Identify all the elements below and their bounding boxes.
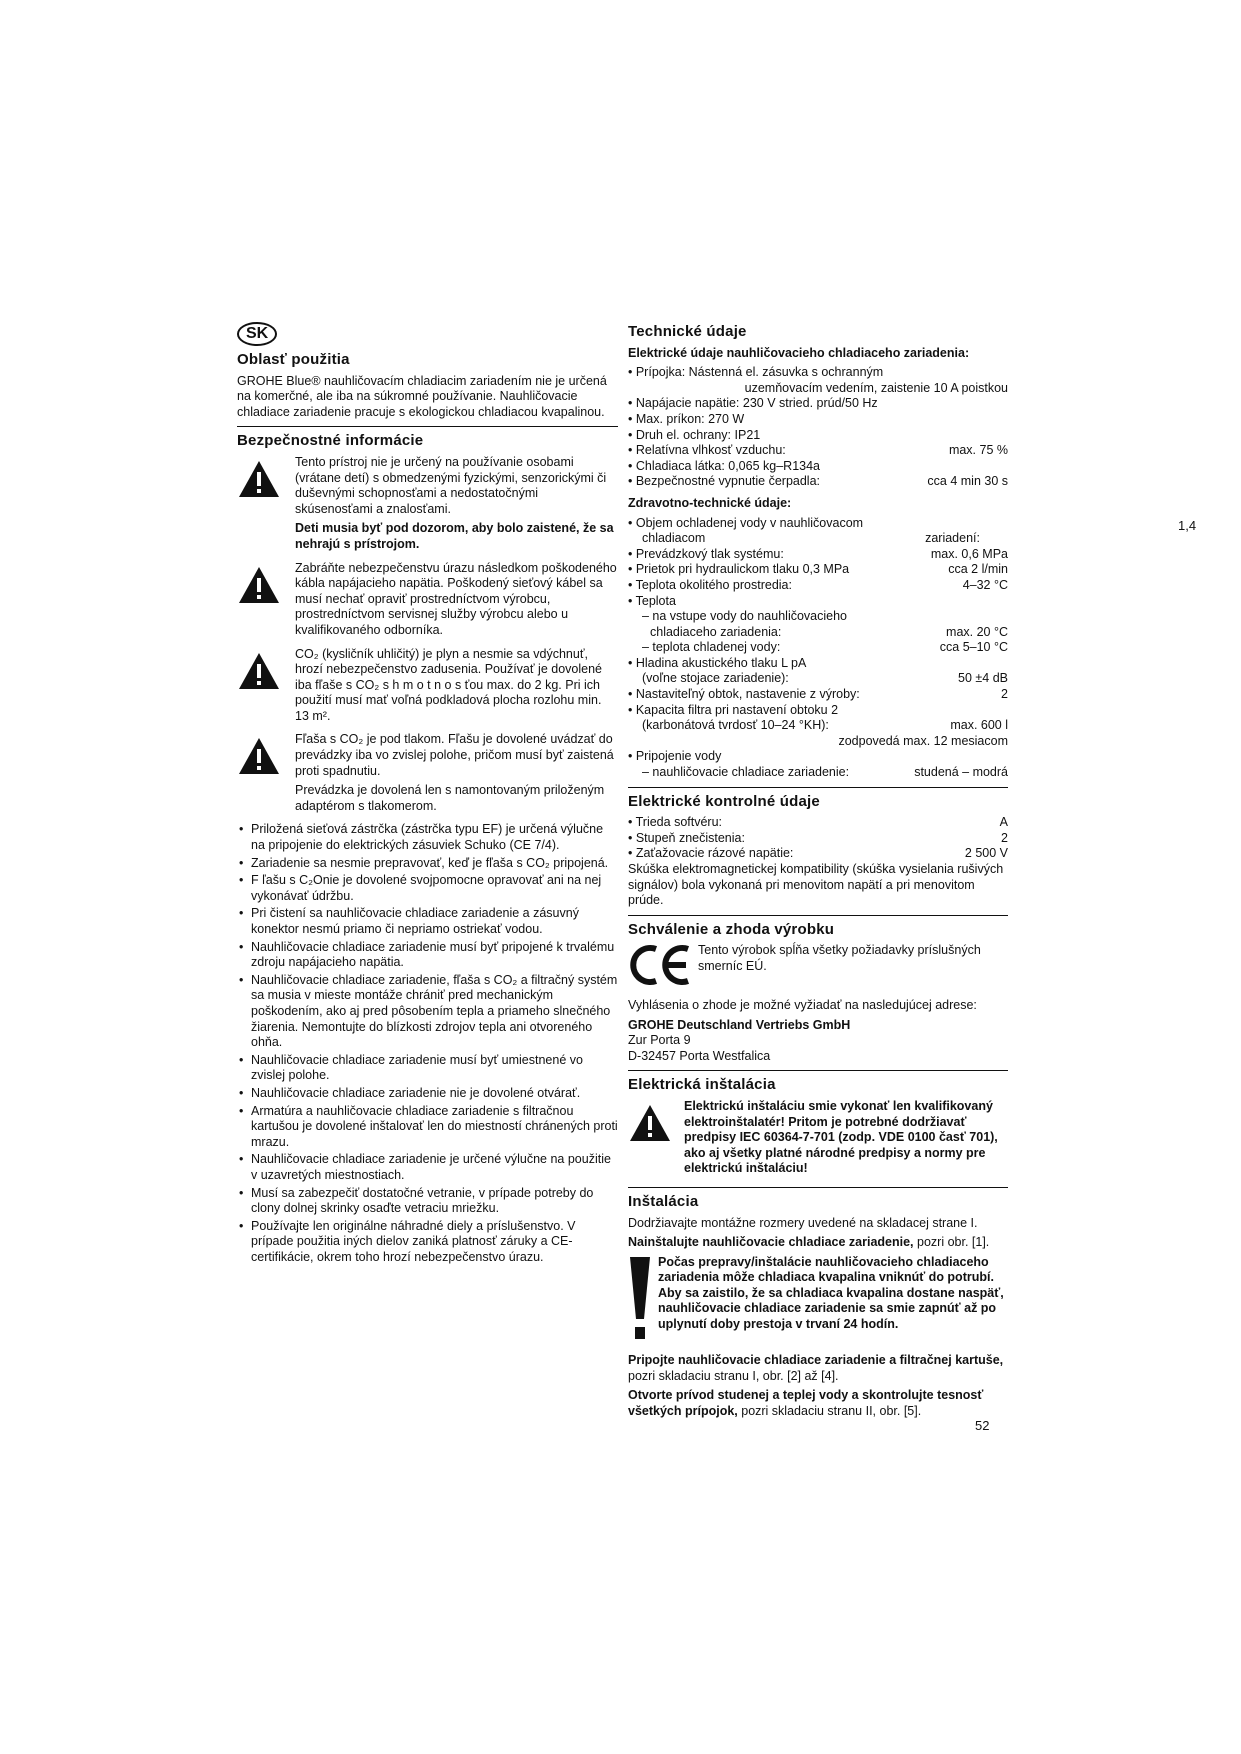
spec-value: zodpovedá max. 12 mesiacom: [838, 733, 1008, 748]
spec-row: [628, 625, 1008, 641]
spec-label: • Pripojenie vody: [628, 749, 722, 764]
list-item: • Musí sa zabezpečiť dostatočné vetranie, v prípade potreby do clony dolnej skrinky osaďte vetraciu mriežku.: [237, 1186, 618, 1217]
language-badge: SK: [237, 322, 277, 346]
inst-p3-rest: pozri skladaciu stranu I, obr. [2] až [4].: [628, 1368, 839, 1383]
warning-4-text: Fľaša s CO₂ je pod tlakom. Fľašu je dovolené uvádzať do prevádzky iba vo zvislej polohe, pričom musí byť zaistená proti spadnutiu.: [295, 732, 614, 778]
spec-row: [628, 365, 1008, 381]
spec-label: (voľne stojace zariadenie):: [642, 671, 789, 686]
divider: [237, 426, 618, 427]
spec-value: 4–32 °C: [962, 577, 1008, 592]
spec-label: chladiaceho zariadenia:: [650, 624, 782, 639]
right-column: [628, 318, 1008, 1424]
spec-row: [628, 594, 1008, 610]
spec-label: • Chladiaca látka: 0,065 kg–R134a: [628, 458, 821, 473]
warning-triangle-icon: [237, 455, 295, 504]
spec-label: – nauhličovacie chladiace zariadenie:: [642, 765, 850, 780]
oblast-title: Oblasť použitia: [237, 351, 350, 368]
list-item: • Používajte len originálne náhradné diely a príslušenstvo. V prípade použitia iných dielov zaniká platnosť záruky a CE-certifikácie, okrem toho hrozí nebezpečenstvo úrazu.: [237, 1219, 618, 1266]
list-item: • Priložená sieťová zástrčka (zástrčka typu EF) je určená výlučne na pripojenie do elektrických zásuviek Schuko (CE 7/4).: [237, 822, 618, 853]
inst-title: Inštalácia: [628, 1192, 699, 1210]
spec-label: chladiacom: [642, 531, 706, 546]
warning-block-2: [237, 561, 618, 643]
spec-row: [628, 516, 1008, 532]
ce-block: [628, 943, 1008, 992]
approval-title: Schválenie a zhoda výrobku: [628, 920, 835, 938]
warning-block-4: [237, 732, 618, 818]
spec-row: [628, 609, 1008, 625]
spec-row: [628, 459, 1008, 475]
spec-label: – teplota chladenej vody:: [642, 640, 781, 655]
inst-paragraph-4: [628, 1388, 1008, 1419]
warning-1-text: Tento prístroj nie je určený na používanie osobami (vrátane detí) s obmedzenými fyzickými, senzorickými či duševnými schopnosťami a nedostatočnými skúsenosťami a znalosťami.: [295, 454, 607, 516]
approval-street: Zur Porta 9: [628, 1033, 691, 1048]
oblast-text: GROHE Blue® nauhličovacím chladiacim zariadením nie je určená na komerčné, ale iba na súkromné používanie. Nauhličovacie chladiace zariadenie pracuje s ekologickou chladiacou kvapalinou.: [237, 373, 607, 419]
warning-2-text: Zabráňte nebezpečenstvu úrazu následkom poškodeného kábla napájacieho napätia. Poškodený sieťový kábel sa musí nechať opraviť prostredníctvom výrobcu, prostredníctvom servisnej služby výrobcu alebo u kvalifikovaného odborníka.: [295, 560, 617, 637]
spec-value: 50 ±4 dB: [958, 671, 1008, 686]
spec-row: [628, 749, 1008, 765]
spec-label: • Napájacie napätie: 230 V stried. prúd/50 Hz: [628, 396, 878, 411]
spec-label: • Relatívna vlhkosť vzduchu:: [628, 443, 786, 458]
inst-warning: [628, 1255, 1008, 1350]
ctrl-spec-list: [628, 815, 1008, 862]
spec-row: [628, 640, 1008, 656]
spec-row: [628, 656, 1008, 672]
list-item: • Armatúra a nauhličovacie chladiace zariadenie s filtračnou kartušou je dovolené inštalovať len do miestností chránených proti mrazu.: [237, 1104, 618, 1151]
spec-label: • Nastaviteľný obtok, nastavenie z výroby:: [628, 687, 860, 702]
health-spec-list: [628, 516, 1008, 781]
inst-p2-rest: pozri obr. [1].: [913, 1235, 990, 1250]
spec-label: • Objem ochladenej vody v nauhličovacom: [628, 515, 864, 530]
spec-label: • Prípojka: Nástenná el. zásuvka s ochranným: [628, 365, 884, 380]
elinst-warning: [628, 1099, 1008, 1181]
approval-address-intro: Vyhlásenia o zhode je možné vyžiadať na nasledujúcej adrese:: [628, 997, 977, 1012]
left-column: [237, 322, 618, 1267]
list-item: • Nauhličovacie chladiace zariadenie nie je dovolené otvárať.: [237, 1086, 618, 1102]
ce-mark-icon: [628, 943, 698, 992]
bezp-title: Bezpečnostné informácie: [237, 432, 424, 450]
divider: [628, 787, 1008, 788]
warning-triangle-icon: [628, 1099, 684, 1148]
elec-subtitle: Elektrické údaje nauhličovacieho chladiaceho zariadenia:: [628, 345, 970, 360]
spec-row: [628, 531, 1008, 547]
inst-p4-rest: pozri skladaciu stranu II, obr. [5].: [737, 1404, 922, 1419]
inst-p2-bold: Nainštalujte nauhličovacie chladiace zariadenie,: [628, 1235, 914, 1250]
warning-triangle-icon: [237, 647, 295, 696]
warning-triangle-icon: [237, 561, 295, 610]
spec-row: [628, 547, 1008, 563]
spec-value: 2 500 V: [964, 846, 1008, 861]
divider: [628, 915, 1008, 916]
warning-block-3: [237, 647, 618, 729]
spec-label: • Max. príkon: 270 W: [628, 411, 745, 426]
page-number: 52: [975, 1418, 990, 1433]
spec-row: [628, 703, 1008, 719]
divider: [628, 1070, 1008, 1071]
tech-title: Technické údaje: [628, 323, 747, 340]
spec-row: [628, 734, 1008, 750]
warning-1-bold: Deti musia byť pod dozorom, aby bolo zaistené, že sa nehrajú s prístrojom.: [295, 521, 614, 551]
divider: [628, 1187, 1008, 1188]
warning-3-text: CO₂ (kysličník uhličitý) je plyn a nesmie sa vdýchnuť, hrozí nebezpečenstvo zadusenia. Používať je dovolené iba fľaše s CO₂ s h m o t n o s ťou max. do 2 kg. Pri ich použití musí mať voľná podkladová plocha rozlohu min. 13 m².: [295, 646, 602, 723]
spec-value: cca 2 l/min: [948, 562, 1008, 577]
spec-row: [628, 443, 1008, 459]
spec-label: (karbonátová tvrdosť 10–24 °KH):: [642, 718, 829, 733]
list-item: • Pri čistení sa nauhličovacie chladiace zariadenie a zásuvný konektor nesmú priamo či nepriamo ostriekať vodou.: [237, 906, 618, 937]
spec-row: [628, 765, 1008, 781]
stray-value: 1,4: [1178, 518, 1197, 533]
spec-value: max. 0,6 MPa: [930, 546, 1008, 561]
spec-value: cca 5–10 °C: [939, 640, 1008, 655]
ctrl-text: Skúška elektromagnetickej kompatibility (skúška vysielania rušivých signálov) bola vykonaná pri menovitom napätí a pri menovitom prúde.: [628, 862, 1004, 908]
spec-label: • Kapacita filtra pri nastavení obtoku 2: [628, 702, 839, 717]
health-subtitle: Zdravotno-technické údaje:: [628, 495, 792, 510]
warning-4-extra: Prevádzka je dovolená len s namontovaným priloženým adaptérom s tlakomerom.: [295, 783, 605, 813]
spec-value: zariadení:: [925, 531, 980, 546]
spec-row: [628, 396, 1008, 412]
spec-value: 2: [1001, 830, 1008, 845]
list-item: • Nauhličovacie chladiace zariadenie musí byť umiestnené vo zvislej polohe.: [237, 1053, 618, 1084]
spec-label: • Druh el. ochrany: IP21: [628, 427, 761, 442]
spec-row: [628, 831, 1008, 847]
list-item: • F ľašu s C₂Onie je dovolené svojpomocne opravovať ani na nej vykonávať údržbu.: [237, 873, 618, 904]
elinst-title: Elektrická inštalácia: [628, 1076, 776, 1094]
spec-label: • Prietok pri hydraulickom tlaku 0,3 MPa: [628, 562, 850, 577]
inst-p4-bold: Otvorte prívod studenej a teplej vody a skontrolujte tesnosť všetkých prípojok,: [628, 1388, 984, 1419]
elec-spec-list: [628, 365, 1008, 490]
spec-row: [628, 562, 1008, 578]
spec-label: – na vstupe vody do nauhličovacieho: [642, 609, 848, 624]
spec-value: 2: [1001, 687, 1008, 702]
spec-value: A: [999, 815, 1008, 830]
spec-value: cca 4 min 30 s: [927, 474, 1008, 489]
warning-block-1: [237, 455, 618, 557]
warning-triangle-icon: [237, 732, 295, 781]
spec-row: [628, 428, 1008, 444]
spec-row: [628, 846, 1008, 862]
inst-paragraph-2: [628, 1235, 1008, 1251]
exclamation-icon: [628, 1255, 658, 1350]
spec-value: studená – modrá: [914, 765, 1008, 780]
list-item: • Nauhličovacie chladiace zariadenie musí byť pripojené k trvalému zdroju napájacieho napätia.: [237, 940, 618, 971]
ctrl-title: Elektrické kontrolné údaje: [628, 792, 820, 810]
inst-paragraph-3: [628, 1353, 1008, 1384]
spec-label: • Teplota okolitého prostredia:: [628, 577, 792, 592]
spec-label: • Prevádzkový tlak systému:: [628, 546, 784, 561]
approval-text: Tento výrobok spĺňa všetky požiadavky príslušných smerníc EÚ.: [698, 943, 981, 973]
spec-label: • Hladina akustického tlaku L pA: [628, 655, 807, 670]
spec-label: • Teplota: [628, 593, 676, 608]
approval-company: GROHE Deutschland Vertriebs GmbH: [628, 1017, 851, 1032]
list-item: • Nauhličovacie chladiace zariadenie je určené výlučne na použitie v uzavretých miestnostiach.: [237, 1152, 618, 1183]
spec-row: [628, 671, 1008, 687]
approval-city: D-32457 Porta Westfalica: [628, 1048, 771, 1063]
spec-label: • Trieda softvéru:: [628, 815, 723, 830]
inst-warning-text: Počas prepravy/inštalácie nauhličovacieho chladiaceho zariadenia môže chladiaca kvapalina vniknúť do potrubí. Aby sa zaistilo, že sa chladiaca kvapalina dostane naspäť, nauhličovacie chladiace zariadenie sa smie zapnúť až po uplynutí doby prestoja v trvaní 24 hodín.: [658, 1254, 1004, 1332]
oblast-section: [237, 322, 618, 420]
spec-label: uzemňovacím vedením, zaistenie 10 A poistkou: [744, 380, 1008, 395]
spec-label: • Stupeň znečistenia:: [628, 830, 745, 845]
list-item: • Nauhličovacie chladiace zariadenie, fľaša s CO₂ a filtračný systém sa musia v mieste montáže chrániť pred mechanickým poškodením, ako aj pred pôsobením tepla a priameho slnečného žiarenia. Nemontujte do blízkosti zdrojov tepla ani otvoreného ohňa.: [237, 973, 618, 1051]
spec-label: • Zaťažovacie rázové napätie:: [628, 846, 794, 861]
spec-row: [628, 474, 1008, 490]
spec-value: max. 20 °C: [946, 624, 1008, 639]
spec-row: [628, 687, 1008, 703]
safety-bullet-list: [237, 822, 618, 1265]
spec-label: • Bezpečnostné vypnutie čerpadla:: [628, 474, 820, 489]
inst-paragraph-1: Dodržiavajte montážne rozmery uvedené na skladacej strane I.: [628, 1215, 978, 1230]
spec-value: max. 75 %: [948, 443, 1008, 458]
spec-row: [628, 718, 1008, 734]
spec-value: max. 600 l: [950, 718, 1008, 733]
spec-row: [628, 578, 1008, 594]
spec-row: [628, 381, 1008, 397]
spec-row: [628, 412, 1008, 428]
elinst-text: Elektrickú inštaláciu smie vykonať len kvalifikovaný elektroinštalatér! Pritom je potrebné dodržiavať predpisy IEC 60364-7-701 (zodp. VDE 0100 časť 701), ako aj všetky platné národné predpisy a normy pre elektrickú inštaláciu!: [684, 1098, 998, 1176]
list-item: • Zariadenie sa nesmie prepravovať, keď je fľaša s CO₂ pripojená.: [237, 856, 618, 872]
inst-p3-bold: Pripojte nauhličovacie chladiace zariadenie a filtračnej kartuše,: [628, 1353, 1004, 1368]
spec-value: [1002, 365, 1008, 381]
spec-row: [628, 815, 1008, 831]
